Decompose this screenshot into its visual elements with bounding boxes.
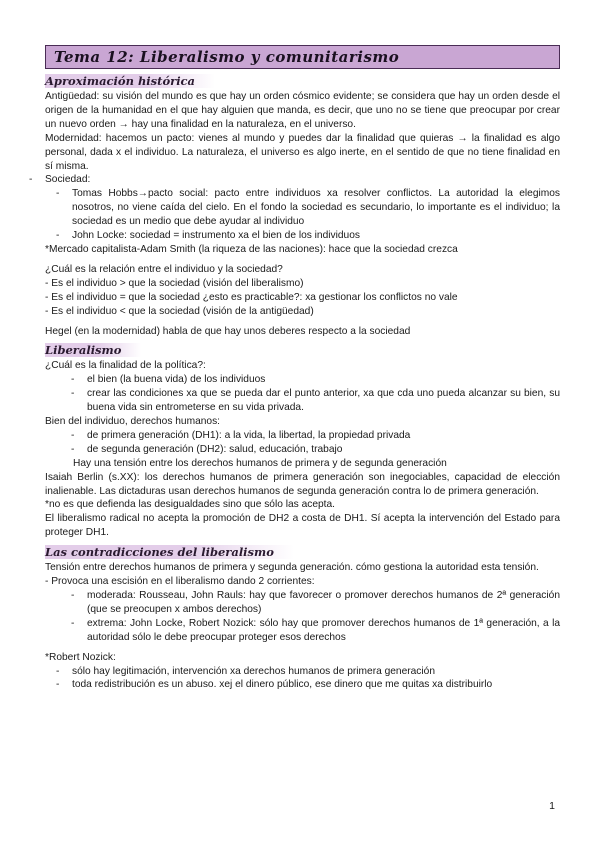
paragraph-escision: - Provoca una escisión en el liberalismo dando 2 corrientes: [45, 576, 315, 588]
paragraph-tension: Hay una tensión entre los derechos humanos de primera y de segunda generación [73, 457, 447, 469]
document-page [45, 45, 560, 692]
list-item: - extrema: John Locke, Robert Nozick: sólo hay que promover derechos humanos de 1ª generación, a la autoridad sólo le debe preocupar proteger esos derechos [87, 617, 560, 645]
list-item: - de segunda generación (DH2): salud, educación, trabajo [87, 443, 560, 457]
paragraph-antiguedad: Antigüedad: su visión del mundo es que hay un orden cósmico evidente; se considera que hay un orden desde el origen de la humanidad en el que hay alguien que manda, es decir, que uno no se tiene que preocupar por crear un nuevo orden → hay una finalidad en la naturaleza, en el universo. [45, 91, 560, 130]
list-item: - de primera generación (DH1): a la vida, la libertad, la propiedad privada [87, 429, 560, 443]
page-number: 1 [549, 800, 555, 812]
question-relacion: ¿Cuál es la relación entre el individuo y la sociedad? [45, 263, 283, 275]
paragraph-berlin: Isaiah Berlin (s.XX): los derechos humanos de primera generación son inegociables, capacidad de elección inalienable. Las dictaduras usan derechos humanos de segunda generación contra lo de primera generación. [45, 471, 560, 497]
list-finalidad [45, 373, 560, 415]
list-item: - crear las condiciones xa que se pueda dar el punto anterior, xa que cda uno pueda alcanzar su bien, su buena vida sin entrometerse en su vida privada. [87, 387, 560, 415]
list-item: - John Locke: sociedad = instrumento xa el bien de los individuos [72, 229, 560, 243]
list-item: - el bien (la buena vida) de los individuos [87, 373, 560, 387]
page-title: Tema 12: Liberalismo y comunitarismo [54, 48, 400, 66]
list-item: - Tomas Hobbs→pacto social: pacto entre individuos xa resolver conflictos. La autoridad la elegimos nosotros, no viene caída del cielo. En el fondo la sociedad es secundario, lo importante es el individuo; la sociedad es un medio que debe ayudar al individuo [72, 187, 560, 229]
section-heading-historica: Aproximación histórica [45, 74, 215, 88]
question-finalidad: ¿Cuál es la finalidad de la política?: [45, 360, 206, 372]
paragraph-radical: El liberalismo radical no acepta la promoción de DH2 a costa de DH1. Sí acepta la intervención del Estado para proteger DH1. [45, 513, 560, 539]
paragraph-nozick: *Robert Nozick: [45, 651, 116, 663]
title-banner [45, 45, 560, 69]
section-heading-contradicciones: Las contradicciones del liberalismo [45, 545, 294, 559]
answer-1: - Es el individuo > que la sociedad (visión del liberalismo) [45, 277, 304, 289]
paragraph-bien: Bien del individuo, derechos humanos: [45, 416, 220, 428]
list-item: - toda redistribución es un abuso. xej el dinero público, ese dinero que me quitas xa distribuirlo [72, 678, 560, 692]
paragraph-tension-dh: Tensión entre derechos humanos de primera y segunda generación. cómo gestiona la autoridad esta tensión. [45, 562, 539, 574]
answer-2: - Es el individuo = que la sociedad ¿esto es practicable?: xa gestionar los conflictos no vale [45, 291, 458, 303]
list-item [45, 173, 560, 243]
list-nozick [45, 665, 560, 693]
paragraph-mercado: *Mercado capitalista-Adam Smith (la riqueza de las naciones): hace que la sociedad crezca [45, 243, 458, 255]
sublist-sociedad [45, 187, 560, 243]
list-sociedad [45, 173, 560, 243]
section-heading-liberalismo: Liberalismo [45, 343, 141, 357]
list-derechos [45, 429, 560, 457]
answer-3: - Es el individuo < que la sociedad (visión de la antigüedad) [45, 305, 314, 317]
paragraph-note: *no es que defienda las desigualdades sino que sólo las acepta. [45, 499, 335, 511]
list-item: - sólo hay legitimación, intervención xa derechos humanos de primera generación [72, 665, 560, 679]
paragraph-modernidad: Modernidad: hacemos un pacto: vienes al mundo y puedes dar la finalidad que quieras → la finalidad es algo personal, dada x el individuo. La naturaleza, el universo es algo inerte, en el sentido de que no tiene finalidad en sí misma. [45, 132, 560, 172]
list-item: - moderada: Rousseau, John Rauls: hay que favorecer o promover derechos humanos de 2ª generación (que se preocupen x ambos derechos) [87, 589, 560, 617]
list-item-text: Sociedad: [45, 174, 91, 186]
list-corrientes [45, 589, 560, 645]
paragraph-hegel: Hegel (en la modernidad) habla de que hay unos deberes respecto a la sociedad [45, 325, 411, 337]
